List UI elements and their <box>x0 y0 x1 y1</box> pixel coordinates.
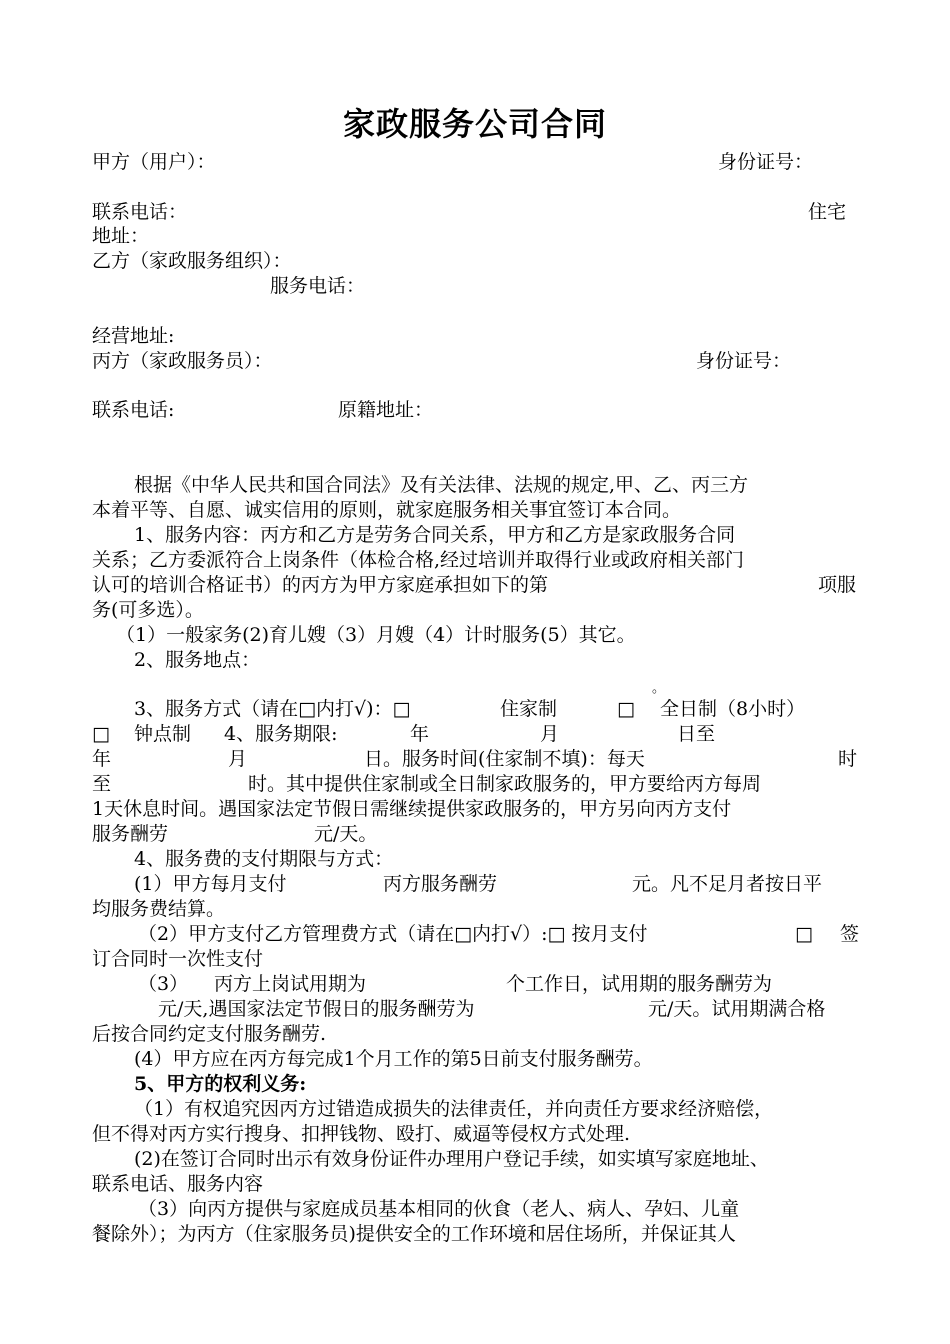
payment-item-1: 元。凡不足月者按日平 <box>632 873 823 895</box>
payment-item-1: (1）甲方每月支付 <box>134 873 287 895</box>
clause-2-end-mark: 。 <box>652 681 666 696</box>
paragraph-line: 服务酬劳 <box>92 823 169 845</box>
term-day-to-label: 日至 <box>677 723 716 745</box>
clause-1-line: 务(可多选）。 <box>92 599 204 621</box>
term-month-label: 月 <box>228 748 248 770</box>
service-options-line: （1）一般家务(2)育儿嫂（3）月嫂（4）计时服务(5）其它。 <box>116 624 636 646</box>
payment-item-2: 订合同时一次性支付 <box>92 948 264 970</box>
party-b-address-label: 经营地址: <box>92 325 175 347</box>
clause-5-line: 联系电话、服务内容 <box>92 1173 264 1195</box>
party-a-address-label: 住宅 <box>808 201 847 223</box>
payment-item-3: 后按合同约定支付服务酬劳. <box>92 1023 327 1045</box>
term-year-label: 年 <box>410 723 430 745</box>
clause-1-line: 1、服务内容：丙方和乙方是劳务合同关系，甲方和乙方是家政服务合同 <box>134 524 736 546</box>
party-a-label: 甲方（用户）： <box>92 151 216 173</box>
clause-5-line: （3）向丙方提供与家庭成员基本相同的伙食（老人、病人、孕妇、儿童 <box>138 1198 740 1220</box>
payment-item-3: （3） <box>138 973 189 995</box>
party-b-label: 乙方（家政服务组织）： <box>92 250 292 272</box>
paragraph-line: 本着平等、自愿、诚实信用的原则，就家庭服务相关事宜签订本合同。 <box>92 499 682 521</box>
term-month-label: 月 <box>540 723 560 745</box>
service-time-line: 时。其中提供住家制或全日制家政服务的，甲方要给丙方每周 <box>248 773 762 795</box>
party-a-address-label-cont: 地址： <box>92 225 150 247</box>
term-year-label: 年 <box>92 748 112 770</box>
service-time-to: 至 <box>92 773 112 795</box>
paragraph-line: 元/天。 <box>314 823 378 845</box>
party-a-id-label: 身份证号： <box>718 151 814 173</box>
payment-item-1: 均服务费结算。 <box>92 898 226 920</box>
party-c-label: 丙方（家政服务员）： <box>92 350 273 372</box>
clause-5-heading: 5、甲方的权利义务: <box>134 1073 307 1095</box>
checkbox-label-hourly: 钟点制 <box>134 723 192 745</box>
payment-item-3: 元/天。试用期满合格 <box>648 998 826 1020</box>
payment-item-2: （2）甲方支付乙方管理费方式（请在□内打√）:□ 按月支付 <box>138 923 648 945</box>
clause-1-line: 关系；乙方委派符合上岗条件（体检合格,经过培训并取得行业或政府相关部门 <box>92 549 745 571</box>
checkbox-hourly: □ <box>92 723 110 745</box>
clause-5-line: （1）有权追究因丙方过错造成损失的法律责任，并向责任方要求经济赔偿， <box>134 1098 774 1120</box>
clause-4-term-label: 4、服务期限: <box>224 723 338 745</box>
payment-item-1: 丙方服务酬劳 <box>383 873 498 895</box>
checkbox-lump-sum: □ <box>795 923 813 945</box>
payment-item-3: 丙方上岗试用期为 <box>214 973 367 995</box>
service-time-line: 日。服务时间(住家制不填)：每天 <box>364 748 645 770</box>
party-c-phone-label: 联系电话: <box>92 399 175 421</box>
checkbox-label-full-day: 全日制（8小时） <box>660 698 806 720</box>
clause-5-line: (2)在签订合同时出示有效身份证件办理用户登记手续，如实填写家庭地址、 <box>134 1148 769 1170</box>
party-a-phone-label: 联系电话： <box>92 201 188 223</box>
payment-item-2: 签 <box>840 923 860 945</box>
clause-5-line: 餐除外）；为丙方（住家服务员)提供安全的工作环境和居住场所，并保证其人 <box>92 1223 736 1245</box>
clause-3-line: 3、服务方式（请在□内打√)：□ <box>134 698 411 720</box>
party-c-origin-label: 原籍地址： <box>338 399 434 421</box>
payment-item-3: 个工作日，试用期的服务酬劳为 <box>506 973 773 995</box>
payment-item-4: (4）甲方应在丙方每完成1个月工作的第5日前支付服务酬劳。 <box>134 1048 653 1070</box>
clause-1-line: 项服 <box>818 574 857 596</box>
paragraph-line: 根据《中华人民共和国合同法》及有关法律、法规的规定,甲、乙、丙三方 <box>134 474 749 496</box>
payment-item-3: 元/天,遇国家法定节假日的服务酬劳为 <box>158 998 475 1020</box>
party-c-id-label: 身份证号： <box>696 350 792 372</box>
clause-4-payment-heading: 4、服务费的支付期限与方式： <box>134 848 394 870</box>
checkbox-full-day: □ <box>617 698 635 720</box>
party-b-phone-label: 服务电话： <box>270 275 366 297</box>
clause-2-line: 2、服务地点： <box>134 649 261 671</box>
clause-5-line: 但不得对丙方实行搜身、扣押钱物、殴打、威逼等侵权方式处理. <box>92 1123 631 1145</box>
service-time-hour: 时 <box>838 748 858 770</box>
paragraph-line: 1天休息时间。遇国家法定节假日需继续提供家政服务的，甲方另向丙方支付 <box>92 798 732 820</box>
clause-1-line: 认可的培训合格证书）的丙方为甲方家庭承担如下的第 <box>92 574 549 596</box>
checkbox-label-live-in: 住家制 <box>500 698 558 720</box>
document-title: 家政服务公司合同 <box>342 105 607 143</box>
